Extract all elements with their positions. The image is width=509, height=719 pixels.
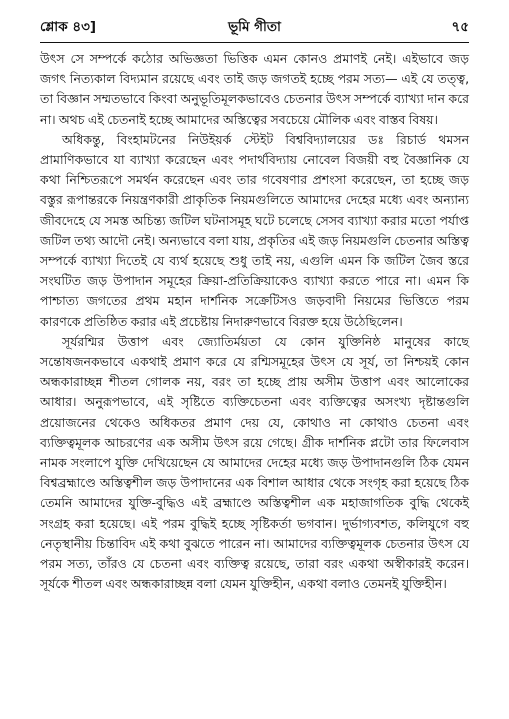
header-divider — [40, 42, 469, 43]
page-number: ৭৫ — [451, 19, 469, 35]
book-title: ভূমি গীতা — [228, 19, 281, 35]
paragraph-1: উৎস সে সম্পর্কে কঠোর অভিজ্ঞতা ভিত্তিক এমন কোনও প্রমাণই নেই। এইভাবে জড় জগৎ নিত্যকাল বিদ্যমান রয়েছে এবং তাই জড় জগতই হচ্ছে পরম সত্য— এই যে তত্ত্ব, তা বিজ্ঞান সম্মতভাবে কিংবা অনুভূতিমূলকভাবেও চেতনার উৎস সম্পর্কে ব্যাখ্যা দান করে না। অথচ এই চেতনাই হচ্ছে আমাদের অস্তিত্বের সবচেয়ে মৌলিক এবং বাস্তব বিষয়। — [40, 51, 469, 127]
body-text — [40, 49, 469, 594]
paragraph-2: অধিকন্তু, বিংহামটনের নিউইয়র্ক স্টেইট বিশ্ববিদ্যালয়ের ডঃ রিচার্ড থমসন প্রামাণিকভাবে যা ব্যাখ্যা করেছেন এবং পদার্থবিদ্যায় নোবেল বিজয়ী বহু বৈজ্ঞানিক যে কথা নিশ্চিতরূপে সমর্থন করেছেন এবং তার গবেষণার প্রশংসা করেছেন, তা হচ্ছে জড় বস্তুর রূপান্তরকে নিয়ন্ত্রণকারী প্রাকৃতিক নিয়মগুলিতে আমাদের দেহের মধ্যে এবং অন্যান্য জীবদেহে যে সমস্ত অচিন্ত্য জটিল ঘটনাসমূহ ঘটে চলেছে সেসব ব্যাখ্যা করার মতো পর্যাপ্ত জটিল তথ্য আদৌ নেই। অন্যভাবে বলা যায়, প্রকৃতির এই জড় নিয়মগুলি চেতনার অস্তিত্ব সম্পর্কে ব্যাখ্যা দিতেই যে ব্যর্থ হয়েছে শুধু তাই নয়, এগুলি এমন কি জটিল জৈব স্তরে সংঘটিত জড় উপাদান সমূহের ক্রিয়া-প্রতিক্রিয়াকেও ব্যাখ্যা করতে পারে না। এমন কি পাশ্চাত্য জগতের প্রথম মহান দার্শনিক সক্রেটিসও জড়বাদী নিয়মের ভিত্তিতে পরম কারণকে প্রতিষ্ঠিত করার এই প্রচেষ্টায় নিদারুণভাবে বিরক্ত হয়ে উঠেছিলেন। — [40, 131, 469, 329]
running-header — [40, 16, 469, 38]
paragraph-3: সূর্যরশ্মির উত্তাপ এবং জ্যোতির্ময়তা যে কোন যুক্তিনিষ্ঠ মানুষের কাছে সন্তোষজনকভাবে একথাই প্রমাণ করে যে রশ্মিসমূহের উৎস যে সূর্য, তা নিশ্চয়ই কোন অন্ধকারাচ্ছন্ন শীতল গোলক নয়, বরং তা হচ্ছে প্রায় অসীম উত্তাপ এবং আলোকের আধার। অনুরূপভাবে, এই সৃষ্টিতে ব্যক্তিচেতনা এবং ব্যক্তিত্বের অসংখ্য দৃষ্টান্তগুলি প্রয়োজনের থেকেও অধিকতর প্রমাণ দেয় যে, কোথাও না কোথাও চেতনা এবং ব্যক্তিত্বমূলক আচরণের এক অসীম উৎস রয়ে গেছে। গ্রীক দার্শনিক প্লটো তার ফিলেবাস নামক সংলাপে যুক্তি দেখিয়েছেন যে আমাদের দেহের মধ্যে জড় উপাদানগুলি ঠিক যেমন বিশ্বব্রহ্মাণ্ডে অস্তিত্বশীল জড় উপাদানের এক বিশাল আধার থেকে সংগৃহ করা হয়েছে ঠিক তেমনি আমাদের যুক্তি-বুদ্ধিও এই ব্রহ্মাণ্ডে অস্তিত্বশীল এক মহাজাগতিক বুদ্ধি থেকেই সংগ্রহ করা হয়েছে। এই পরম বুদ্ধিই হচ্ছে সৃষ্টিকর্তা ভগবান। দুর্ভাগ্যবশত, কলিযুগে বহু নেতৃস্থানীয় চিন্তাবিদ এই কথা বুঝতে পারেন না। আমাদের ব্যক্তিত্বমূলক চেতনার উৎস যে পরম সত্য, তাঁরও যে চেতনা এবং ব্যক্তিত্ব রয়েছে, তারা বরং একথা অস্বীকারই করেন। সূর্যকে শীতল এবং অন্ধকারাচ্ছন্ন বলা যেমন যুক্তিহীন, একথা বলাও তেমনই যুক্তিহীন। — [40, 333, 469, 592]
verse-reference: শ্লোক ৪৩] — [40, 19, 97, 35]
